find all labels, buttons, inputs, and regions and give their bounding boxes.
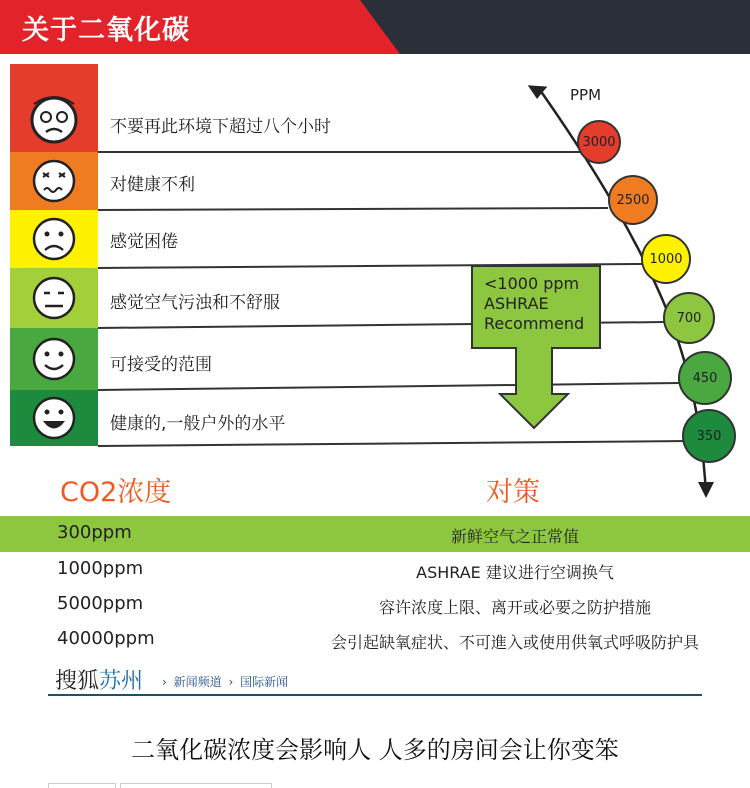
page-title: 关于二氧化碳 [22, 15, 190, 46]
table-row [0, 552, 750, 588]
ppm-bubble-1000: 1000 [641, 234, 691, 284]
level-text-1000: 感觉困倦 [110, 232, 178, 252]
co2-level-diagram [0, 54, 750, 504]
ppm-bubble-450: 450 [678, 351, 732, 405]
dead-face-icon [32, 97, 76, 142]
cell-ppm: 300ppm [57, 522, 132, 543]
recommend-line2: ASHRAE [484, 294, 549, 313]
sohu-brand-logo[interactable] [55, 664, 143, 695]
article-headline: 二氧化碳浓度会影响人 人多的房间会让你变笨 [131, 736, 619, 764]
ppm-bubble-2500: 2500 [608, 175, 658, 225]
table-row [0, 516, 750, 552]
page-header [0, 0, 750, 54]
level-text-2500: 对健康不利 [110, 175, 195, 195]
col-title-measure: 对策 [486, 477, 540, 508]
bottom-tab-edge [48, 783, 116, 788]
table-row [0, 622, 750, 658]
divider [48, 694, 702, 696]
breadcrumb [162, 673, 291, 690]
level-text-700: 感觉空气污浊和不舒服 [110, 293, 280, 313]
happy-face-icon [34, 398, 74, 438]
recommend-line1: <1000 ppm [484, 274, 580, 293]
cell-ppm: 5000ppm [57, 593, 144, 614]
level-text-350: 健康的,一般户外的水平 [110, 414, 286, 434]
table-row [0, 587, 750, 623]
cell-desc: 新鲜空气之正常值 [450, 527, 579, 546]
breadcrumb-intl-news[interactable]: 国际新闻 [240, 675, 289, 689]
chevron-right-icon: › [228, 675, 234, 689]
cell-desc: 容许浓度上限、离开或必要之防护措施 [378, 598, 651, 617]
brand-city: 苏州 [99, 669, 144, 694]
sick-face-icon [34, 161, 74, 201]
cell-ppm: 40000ppm [57, 628, 155, 649]
level-text-3000: 不要再此环境下超过八个小时 [110, 117, 331, 137]
cell-desc: 会引起缺氧症状、不可進入或使用供氧式呼吸防护具 [330, 633, 699, 652]
breadcrumb-news-channel[interactable]: 新闻频道 [173, 675, 222, 689]
level-text-450: 可接受的范围 [110, 355, 212, 375]
cell-desc: ASHRAE 建议进行空调换气 [416, 563, 614, 582]
sad-face-icon [34, 219, 74, 259]
smile-face-icon [34, 339, 74, 379]
chevron-right-icon: › [162, 675, 167, 689]
ppm-axis-label: PPM [570, 86, 602, 104]
bottom-tab-edge [120, 783, 272, 788]
col-title-concentration: CO2浓度 [60, 477, 172, 508]
ppm-bubble-350: 350 [682, 409, 736, 463]
ppm-bubble-3000: 3000 [577, 120, 621, 164]
neutral-face-icon [34, 278, 74, 318]
ppm-bubble-700: 700 [663, 292, 715, 344]
recommend-line3: Recommend [484, 314, 585, 333]
brand-main: 搜狐 [55, 669, 100, 694]
cell-ppm: 1000ppm [57, 558, 144, 579]
